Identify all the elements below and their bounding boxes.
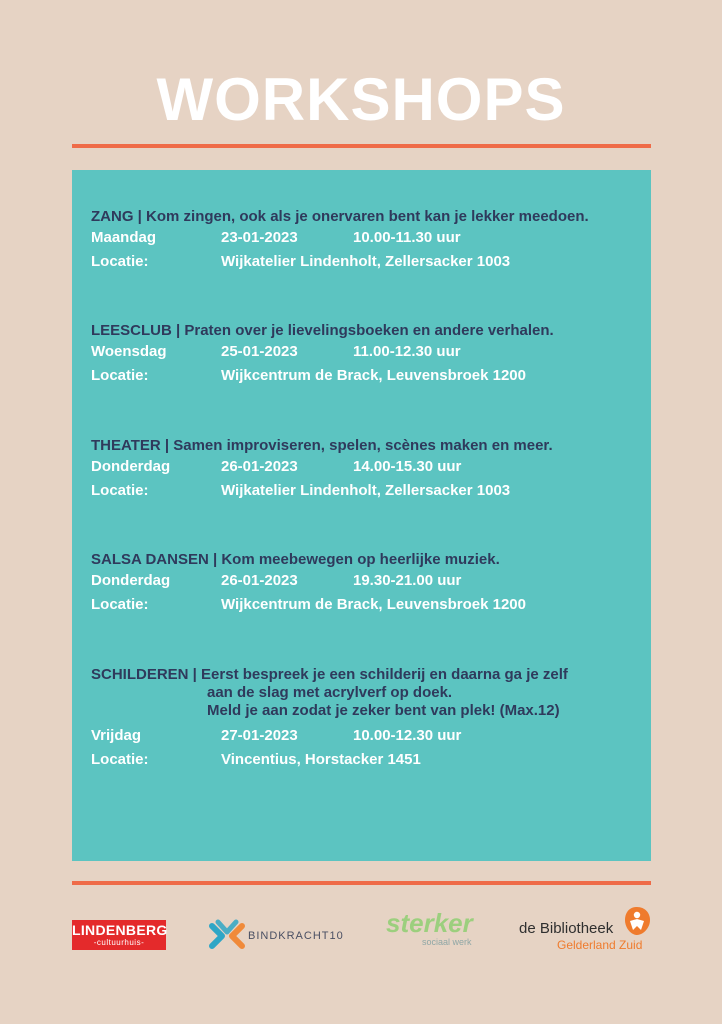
workshop-date: 25-01-2023	[221, 343, 298, 360]
location-label: Locatie:	[91, 482, 149, 499]
location-value: Vincentius, Horstacker 1451	[221, 751, 421, 768]
workshop-heading: ZANG | Kom zingen, ook als je onervaren bent kan je lekker meedoen.	[91, 208, 589, 225]
workshop-day: Donderdag	[91, 572, 171, 589]
location-label: Locatie:	[91, 751, 149, 768]
page-title: WORKSHOPS	[156, 66, 566, 133]
workshop-salsa-dansen	[91, 551, 651, 617]
workshop-time: 11.00-12.30 uur	[353, 343, 461, 360]
partner-logos: LINDENBERG -cultuurhuis- BINDKRACHT10 sterker sociaal werk de Bibliotheek Gelderland Zuid	[0, 900, 722, 970]
workshop-time: 19.30-21.00 uur	[353, 572, 462, 589]
workshop-heading: SALSA DANSEN | Kom meebewegen op heerlijke muziek.	[91, 551, 500, 568]
workshop-time: 10.00-11.30 uur	[353, 229, 461, 246]
workshop-date: 23-01-2023	[221, 229, 298, 246]
location-label: Locatie:	[91, 253, 149, 270]
workshop-zang	[91, 208, 651, 274]
sterker-logo: sterker sociaal werk	[386, 908, 473, 947]
workshop-schilderen	[91, 666, 651, 772]
workshop-location	[91, 479, 651, 503]
workshop-day: Maandag	[91, 229, 157, 246]
workshop-heading: SCHILDEREN | Eerst bespreek je een schilderij en daarna ga je zelf aan de slag met acrylverf op doek. Meld je aan zodat je zeker bent van plek! (Max.12)	[91, 666, 568, 719]
top-divider	[72, 144, 651, 148]
workshop-theater	[91, 437, 651, 503]
workshop-location	[91, 364, 651, 388]
bottom-divider	[72, 881, 651, 885]
workshop-location	[91, 748, 651, 772]
workshop-location	[91, 250, 651, 274]
location-value: Wijkcentrum de Brack, Leuvensbroek 1200	[221, 367, 526, 384]
workshop-heading: LEESCLUB | Praten over je lievelingsboeken en andere verhalen.	[91, 322, 554, 339]
workshop-schedule	[91, 340, 651, 364]
workshop-schedule	[91, 569, 651, 593]
workshop-leesclub	[91, 322, 651, 388]
workshop-time: 14.00-15.30 uur	[353, 458, 462, 475]
workshop-date: 26-01-2023	[221, 458, 298, 475]
workshop-date: 27-01-2023	[221, 727, 298, 744]
workshop-location	[91, 593, 651, 617]
location-value: Wijkcentrum de Brack, Leuvensbroek 1200	[221, 596, 526, 613]
workshop-schedule	[91, 455, 651, 479]
location-value: Wijkatelier Lindenholt, Zellersacker 1003	[221, 253, 511, 270]
cross-arrows-icon	[208, 918, 246, 954]
location-label: Locatie:	[91, 367, 149, 384]
location-label: Locatie:	[91, 596, 149, 613]
workshop-schedule	[91, 226, 651, 250]
bibliotheek-figure-icon	[623, 906, 651, 936]
workshop-day: Vrijdag	[91, 727, 142, 744]
location-value: Wijkatelier Lindenholt, Zellersacker 1003	[221, 482, 511, 499]
workshop-time: 10.00-12.30 uur	[353, 727, 462, 744]
lindenberg-logo: LINDENBERG -cultuurhuis-	[72, 920, 166, 950]
workshop-heading: THEATER | Samen improviseren, spelen, scènes maken en meer.	[91, 437, 553, 454]
workshop-day: Donderdag	[91, 458, 171, 475]
workshop-schedule	[91, 724, 651, 748]
workshop-date: 26-01-2023	[221, 572, 298, 589]
bibliotheek-logo: de Bibliotheek Gelderland Zuid	[519, 912, 659, 952]
workshop-day: Woensdag	[91, 343, 167, 360]
